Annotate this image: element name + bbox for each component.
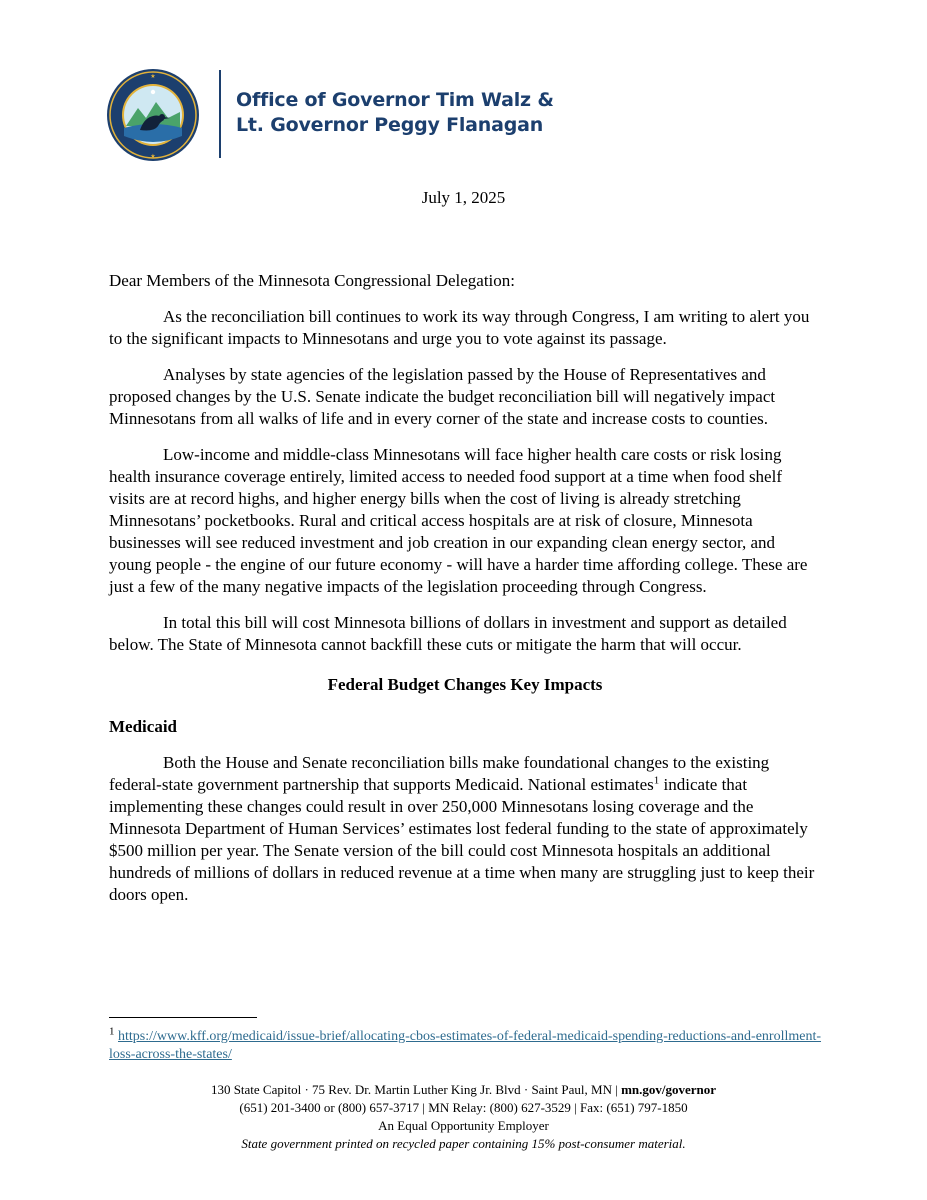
letter-date: July 1, 2025 xyxy=(421,188,506,207)
office-title-line2: Lt. Governor Peggy Flanagan xyxy=(236,114,544,136)
medicaid-text-after: indicate that implementing these changes could result in over 250,000 Minnesotans losing coverage and the Minnesota Department of Human Services’ estimates lost federal funding to the state of approximately $500 million per year. The Senate version of the bill could cost Minnesota hospitals an additional hundreds of millions of dollars in reduced revenue at a time when many are struggling just to keep their doors open. xyxy=(109,775,815,904)
footnote-ref[interactable]: 1 xyxy=(653,774,660,787)
footnote-number: 1 xyxy=(109,1025,115,1038)
footer-phones: (651) 201-3400 or (800) 657-3717 | MN Relay: (800) 627-3529 | Fax: (651) 797-1850 xyxy=(239,1100,688,1115)
medicaid-text-before: Both the House and Senate reconciliation bills make foundational changes to the existing federal-state government partnership that supports Medicaid. National estimates xyxy=(109,753,770,794)
footer-address: 130 State Capitol · 75 Rev. Dr. Martin Luther King Jr. Blvd · Saint Paul, MN | xyxy=(210,1082,622,1097)
footer xyxy=(0,1081,927,1153)
letterhead xyxy=(106,68,554,160)
medicaid-heading: Medicaid xyxy=(109,717,177,736)
letterhead-divider xyxy=(219,70,221,158)
state-seal-icon xyxy=(106,68,200,162)
paragraph: As the reconciliation bill continues to work its way through Congress, I am writing to alert you to the significant impacts to Minnesotans and urge you to vote against its passage. xyxy=(109,307,810,348)
section-heading: Federal Budget Changes Key Impacts xyxy=(327,675,603,694)
medicaid-paragraph xyxy=(109,752,821,906)
footnote xyxy=(109,1025,822,1064)
letter-body xyxy=(109,270,821,920)
salutation: Dear Members of the Minnesota Congressional Delegation: xyxy=(109,271,516,290)
footer-employer: An Equal Opportunity Employer xyxy=(378,1118,549,1133)
footer-website-link[interactable]: mn.gov/governor xyxy=(621,1082,717,1097)
paragraph: Analyses by state agencies of the legislation passed by the House of Representatives and proposed changes by the U.S. Senate indicate the budget reconciliation bill will negatively impact Minnesotans from all walks of life and in every corner of the state and increase costs to counties. xyxy=(109,365,776,428)
paragraph: In total this bill will cost Minnesota billions of dollars in investment and support as detailed below. The State of Minnesota cannot backfill these cuts or mitigate the harm that will occur. xyxy=(109,613,787,654)
footer-recycled-note: State government printed on recycled paper containing 15% post-consumer material. xyxy=(241,1136,686,1151)
footer-address-line xyxy=(0,1081,927,1099)
footnote-divider xyxy=(109,1017,257,1018)
svg-text:★: ★ xyxy=(150,153,156,160)
svg-text:★: ★ xyxy=(150,73,156,80)
office-title xyxy=(236,88,554,138)
paragraph: Low-income and middle-class Minnesotans will face higher health care costs or risk losing health insurance coverage entirely, limited access to needed food support at a time when food shelf visits are at record highs, and higher energy bills when the cost of living is already stretching Minnesotans’ pocketbooks. Rural and critical access hospitals are at risk of closure, Minnesota businesses will see reduced investment and job creation in our expanding clean energy sector, and young people - the engine of our future economy - will have a harder time affording college. These are just a few of the many negative impacts of the legislation proceeding through Congress. xyxy=(109,445,808,596)
footnote-link[interactable]: https://www.kff.org/medicaid/issue-brief/allocating-cbos-estimates-of-federal-medicaid-spending-reductions-and-enrollment-loss-across-the-states/ xyxy=(109,1029,822,1062)
office-title-line1: Office of Governor Tim Walz & xyxy=(236,89,554,111)
